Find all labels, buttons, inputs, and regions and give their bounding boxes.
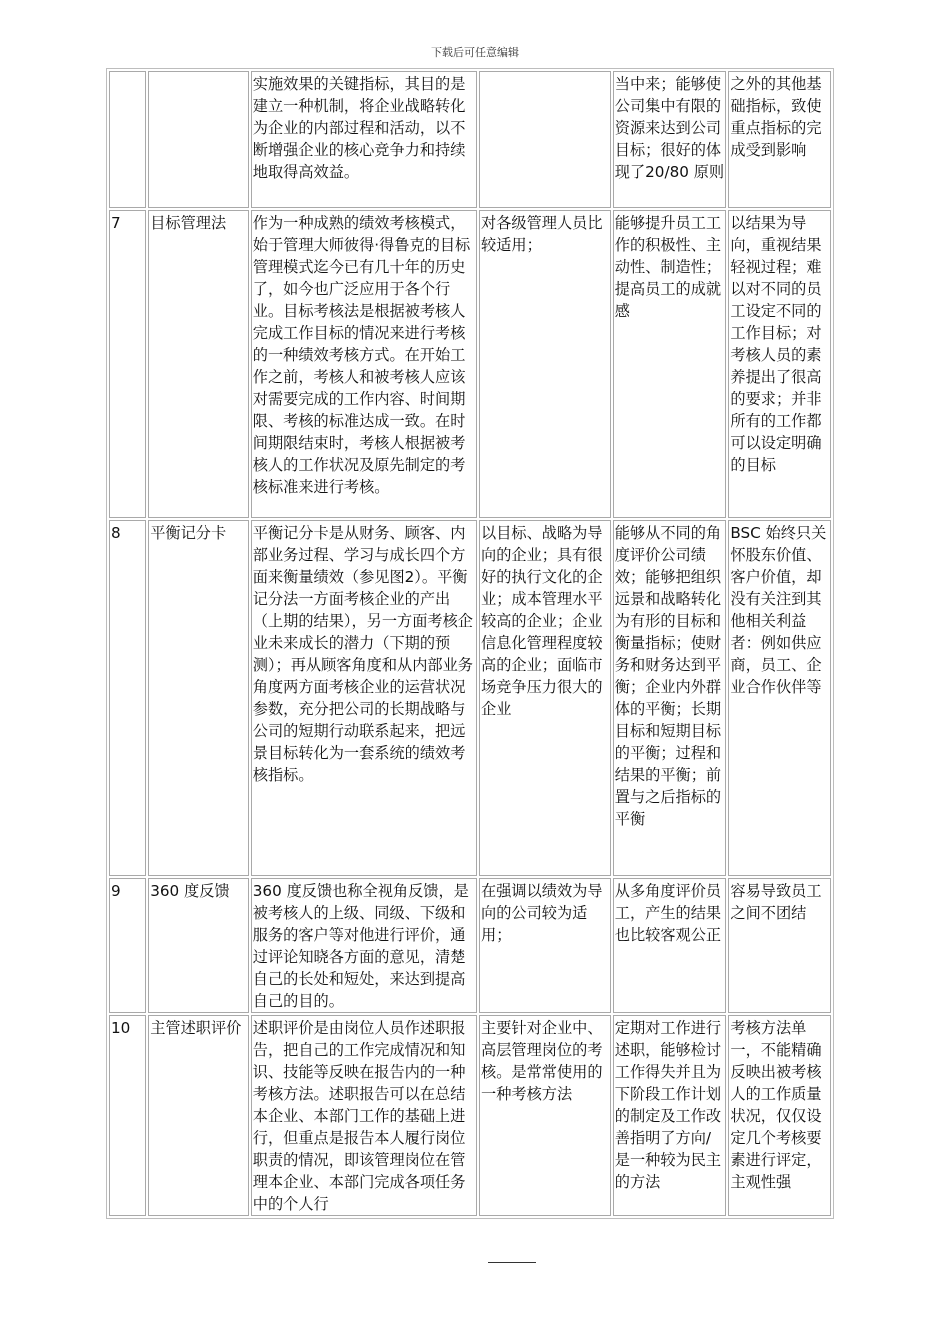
method-name: 360 度反馈 [148, 878, 249, 1013]
applicable-scope [479, 71, 611, 208]
applicable-scope: 对各级管理人员比较适用； [479, 210, 611, 518]
advantages: 当中来；能够使公司集中有限的资源来达到公司目标；很好的体现了20/80 原则 [613, 71, 727, 208]
row-number: 7 [109, 210, 146, 518]
table-row [109, 520, 831, 876]
footer-divider [488, 1262, 536, 1263]
row-number: 10 [109, 1015, 146, 1216]
table-row [109, 1015, 831, 1216]
table-row [109, 878, 831, 1013]
table-row [109, 71, 831, 208]
method-description: 述职评价是由岗位人员作述职报告，把自己的工作完成情况和知识、技能等反映在报告内的一种考核方法。述职报告可以在总结本企业、本部门工作的基础上进行，但重点是报告本人履行岗位职责的情况，即该管理岗位在管理本企业、本部门完成各项任务中的个人行 [251, 1015, 477, 1216]
applicable-scope: 主要针对企业中、高层管理岗位的考核。是常常使用的一种考核方法 [479, 1015, 611, 1216]
row-number: 8 [109, 520, 146, 876]
advantages: 从多角度评价员工，产生的结果也比较客观公正 [613, 878, 727, 1013]
disadvantages: 容易导致员工之间不团结 [728, 878, 831, 1013]
method-name: 主管述职评价 [148, 1015, 249, 1216]
row-number [109, 71, 146, 208]
page-header: 下载后可任意编辑 [431, 46, 519, 59]
advantages: 定期对工作进行述职，能够检讨工作得失并且为下阶段工作计划的制定及工作改善指明了方向/是一种较为民主的方法 [613, 1015, 727, 1216]
disadvantages: 以结果为导向，重视结果轻视过程；难以对不同的员工设定不同的工作目标；对考核人员的素养提出了很高的要求；并非所有的工作都可以设定明确的目标 [728, 210, 831, 518]
method-name [148, 71, 249, 208]
method-description: 实施效果的关键指标，其目的是建立一种机制，将企业战略转化为企业的内部过程和活动，以不断增强企业的核心竞争力和持续地取得高效益。 [251, 71, 477, 208]
method-description: 平衡记分卡是从财务、顾客、内部业务过程、学习与成长四个方面来衡量绩效（参见图2）。平衡记分法一方面考核企业的产出（上期的结果），另一方面考核企业未来成长的潜力（下期的预测）；再从顾客角度和从内部业务角度两方面考核企业的运营状况参数，充分把公司的长期战略与公司的短期行动联系起来，把远景目标转化为一套系统的绩效考核指标。 [251, 520, 477, 876]
row-number: 9 [109, 878, 146, 1013]
method-name: 平衡记分卡 [148, 520, 249, 876]
evaluation-methods-table [106, 68, 834, 1219]
disadvantages: 之外的其他基础指标，致使重点指标的完成受到影响 [728, 71, 831, 208]
applicable-scope: 以目标、战略为导向的企业；具有很好的执行文化的企业；成本管理水平较高的企业；企业信息化管理程度较高的企业；面临市场竞争压力很大的企业 [479, 520, 611, 876]
advantages: 能够提升员工工作的积极性、主动性、制造性；提高员工的成就感 [613, 210, 727, 518]
disadvantages: 考核方法单一，不能精确反映出被考核人的工作质量状况，仅仅设定几个考核要素进行评定，主观性强 [728, 1015, 831, 1216]
advantages: 能够从不同的角度评价公司绩效；能够把组织远景和战略转化为有形的目标和衡量指标；使财务和财务达到平衡；企业内外群体的平衡；长期目标和短期目标的平衡；过程和结果的平衡；前置与之后指标的平衡 [613, 520, 727, 876]
method-name: 目标管理法 [148, 210, 249, 518]
table-row [109, 210, 831, 518]
method-description: 作为一种成熟的绩效考核模式，始于管理大师彼得·得鲁克的目标管理模式迄今已有几十年的历史了，如今也广泛应用于各个行业。目标考核法是根据被考核人完成工作目标的情况来进行考核的一种绩效考核方式。在开始工作之前，考核人和被考核人应该对需要完成的工作内容、时间期限、考核的标准达成一致。在时间期限结束时，考核人根据被考核人的工作状况及原先制定的考核标准来进行考核。 [251, 210, 477, 518]
disadvantages: BSC 始终只关怀股东价值、客户价值，却没有关注到其他相关利益者：例如供应商，员工、企业合作伙伴等 [728, 520, 831, 876]
method-description: 360 度反馈也称全视角反馈，是被考核人的上级、同级、下级和服务的客户等对他进行评价，通过评论知晓各方面的意见，清楚自己的长处和短处，来达到提高自己的目的。 [251, 878, 477, 1013]
applicable-scope: 在强调以绩效为导向的公司较为适用； [479, 878, 611, 1013]
